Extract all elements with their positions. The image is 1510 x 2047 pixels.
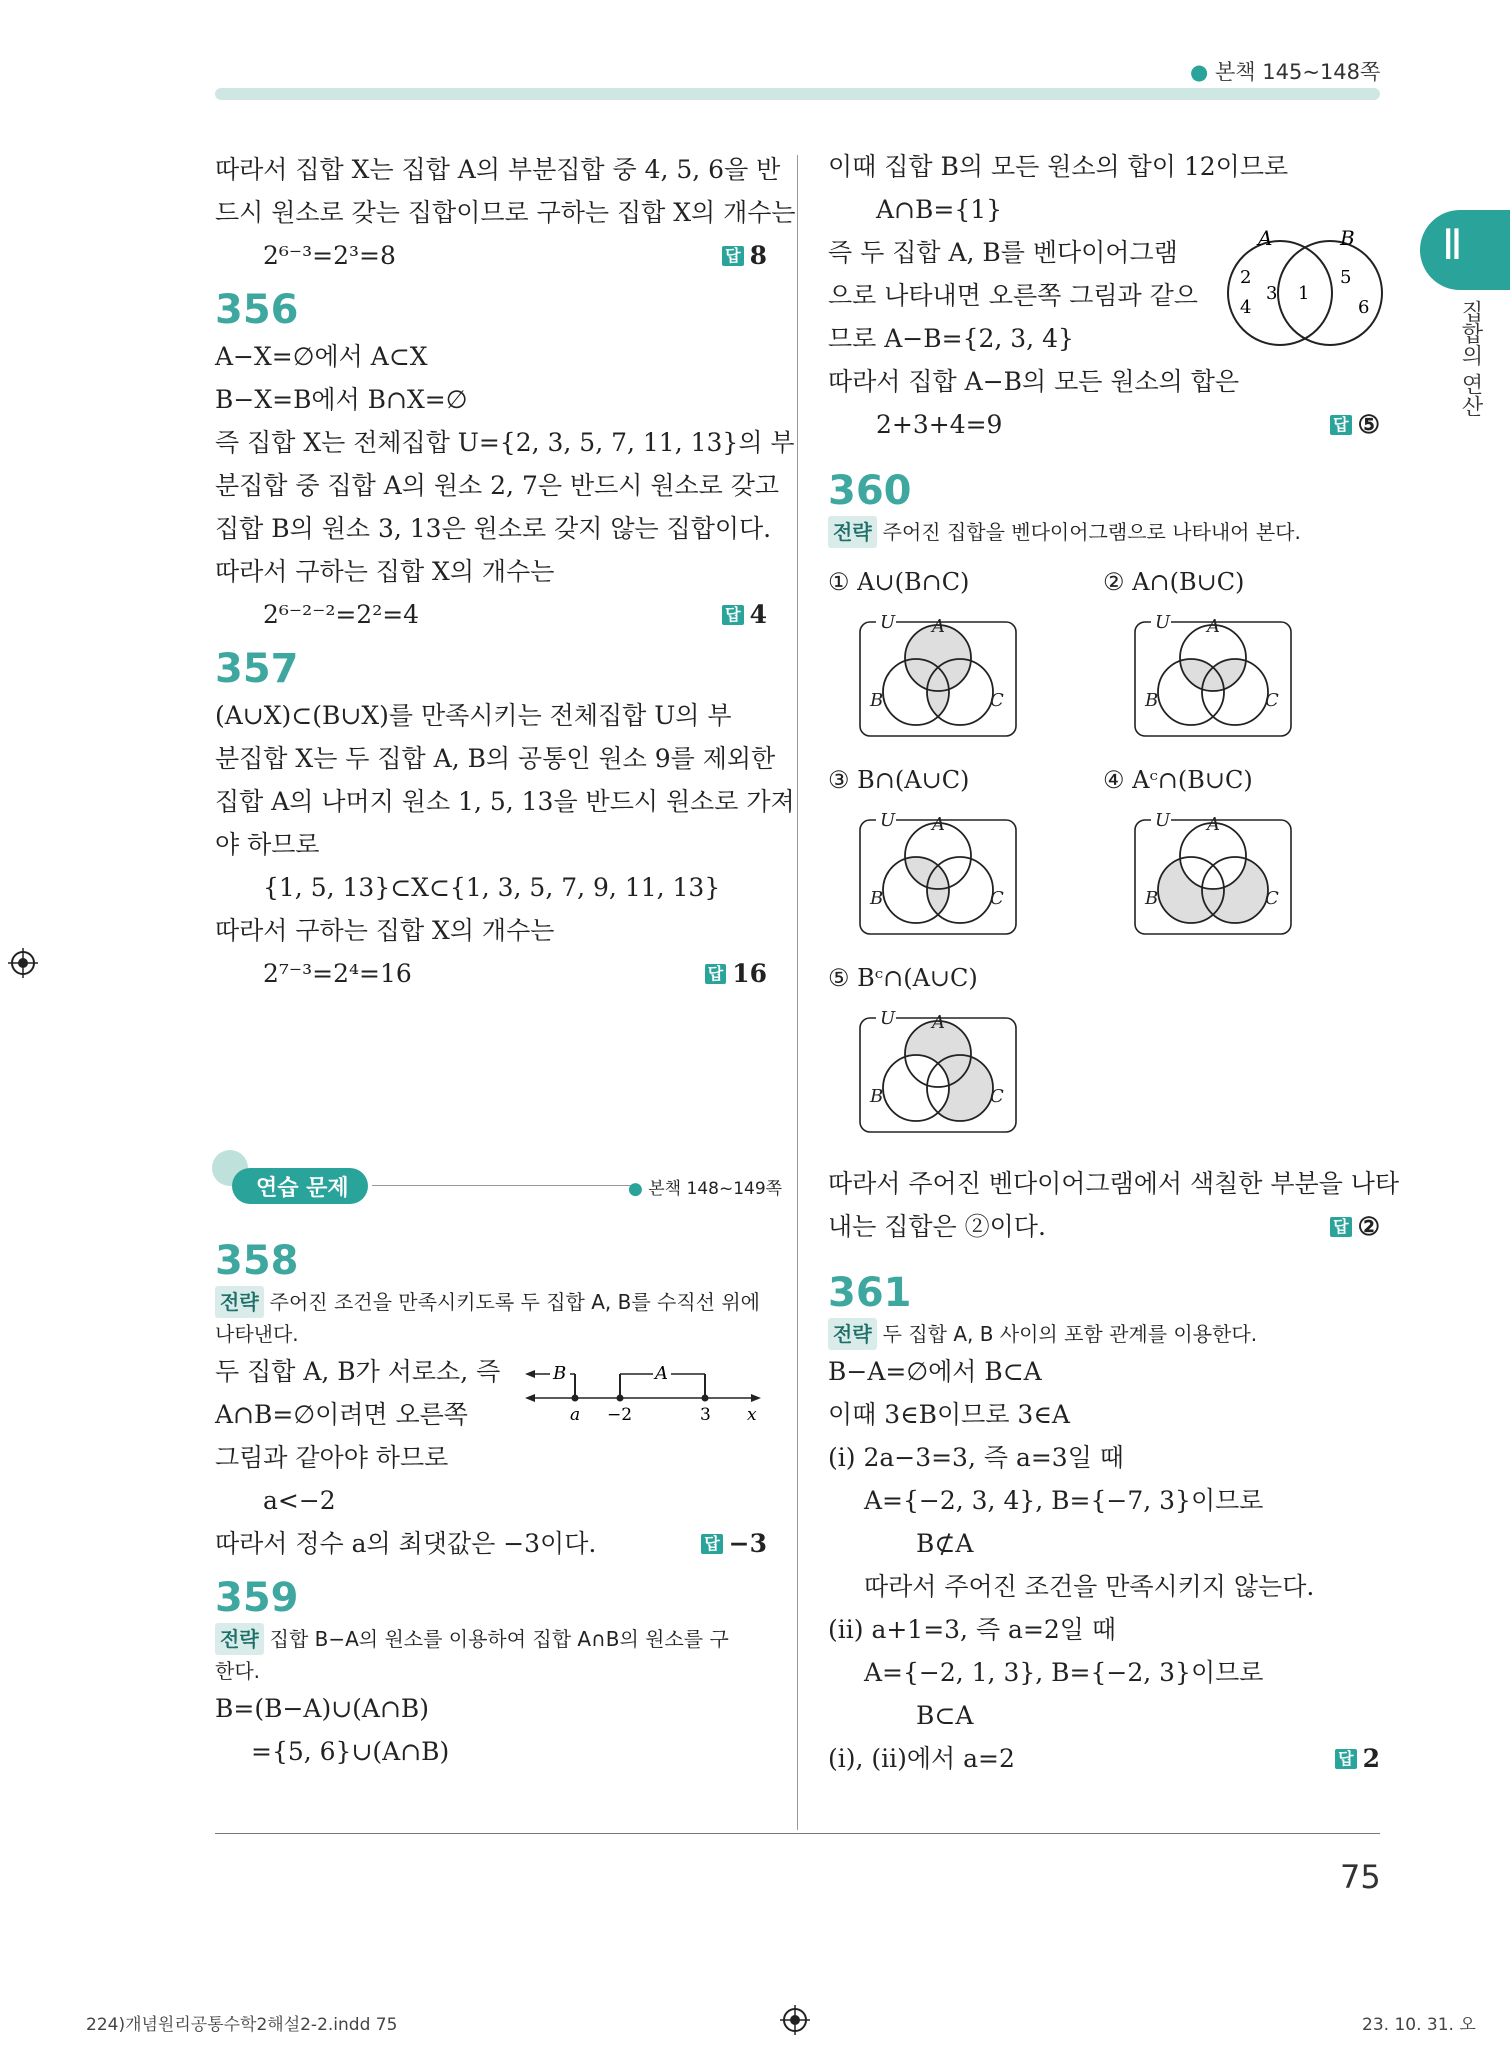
strategy-tag: 전략 xyxy=(215,1623,264,1655)
strategy-note: 전략 주어진 조건을 만족시키도록 두 집합 A, B를 수직선 위에 xyxy=(215,1286,767,1318)
right-column-lower xyxy=(828,1162,1400,1780)
venn-label-b: B xyxy=(1340,226,1355,250)
venn-option-2 xyxy=(1133,610,1293,740)
svg-text:5: 5 xyxy=(1340,267,1352,288)
label-b: B xyxy=(870,1086,884,1107)
text-line: 집합 B의 원소 3, 13은 원소로 갖지 않는 집합이다. xyxy=(215,514,772,543)
text-line: (A∪X)⊂(B∪X)를 만족시키는 전체집합 U의 부 xyxy=(215,701,732,730)
number-line-figure xyxy=(525,1350,765,1430)
ineq-line: a<−2 xyxy=(263,1486,336,1515)
subset-line: {1, 5, 13}⊂X⊂{1, 3, 5, 7, 9, 11, 13} xyxy=(263,873,721,902)
label-b: B xyxy=(870,690,884,711)
text-line: 으로 나타내면 오른쪽 그림과 같으 xyxy=(828,281,1198,310)
text-line: ={5, 6}∪(A∩B) xyxy=(251,1737,450,1766)
text-line: A={−2, 1, 3}, B={−2, 3}이므로 xyxy=(864,1658,1264,1687)
answer-badge: 답 xyxy=(1335,1749,1356,1769)
strategy-tag: 전략 xyxy=(828,1318,877,1350)
venn-option-5 xyxy=(858,1006,1018,1136)
text-line: A−X=∅에서 A⊂X xyxy=(215,342,428,371)
footer-date: 23. 10. 31. 오 xyxy=(1362,2015,1476,2035)
strategy-note-cont: 나타낸다. xyxy=(215,1322,299,1346)
answer: 답 2 xyxy=(1335,1737,1380,1780)
left-column-lower xyxy=(215,1228,767,1773)
label-b: B xyxy=(1145,690,1159,711)
label-u: U xyxy=(880,810,896,831)
text-line: 드시 원소로 갖는 집합이므로 구하는 집합 X의 개수는 xyxy=(215,198,796,227)
label-c: C xyxy=(990,690,1004,711)
page-number: 75 xyxy=(1340,1858,1381,1896)
text-line: 따라서 주어진 조건을 만족시키지 않는다. xyxy=(864,1572,1315,1601)
conclusion-line: 내는 집합은 ②이다. 답 ② xyxy=(828,1205,1380,1248)
answer: 답 −3 xyxy=(701,1522,767,1565)
answer: 답 4 xyxy=(722,593,767,636)
label-b: B xyxy=(1145,888,1159,909)
venn-text-block xyxy=(828,226,1380,360)
text-line: 이때 집합 B의 모든 원소의 합이 12이므로 xyxy=(828,152,1289,181)
text-line: 야 하므로 xyxy=(215,830,320,859)
svg-text:4: 4 xyxy=(1240,297,1252,318)
text-line: 따라서 구하는 집합 X의 개수는 xyxy=(215,916,555,945)
text-line: (ii) a+1=3, 즉 a=2일 때 xyxy=(828,1615,1117,1644)
strategy-note: 전략 주어진 집합을 벤다이어그램으로 나타내어 본다. xyxy=(828,516,1380,548)
numberline-label-b: B xyxy=(553,1363,567,1384)
label-a: A xyxy=(1207,814,1220,835)
problem-number: 356 xyxy=(215,287,299,333)
conclusion-line: 따라서 정수 a의 최댓값은 −3이다. 답 −3 xyxy=(215,1522,767,1565)
top-bar xyxy=(215,88,1380,100)
label-b: B xyxy=(870,888,884,909)
practice-divider xyxy=(372,1185,637,1186)
calc-line: 2+3+4=9 답 ⑤ xyxy=(828,403,1380,446)
venn-option-3 xyxy=(858,808,1018,938)
text-line: 즉 집합 X는 전체집합 U={2, 3, 5, 7, 11, 13}의 부 xyxy=(215,428,795,457)
label-c: C xyxy=(1265,888,1279,909)
problem-number: 358 xyxy=(215,1238,299,1284)
axis-label: x xyxy=(747,1405,757,1425)
text-line: 분집합 X는 두 집합 A, B의 공통인 원소 9를 제외한 xyxy=(215,744,776,773)
venn-option-1 xyxy=(858,610,1018,740)
option-label: ③ B∩(A∪C) xyxy=(828,766,970,794)
bullet-icon: ● xyxy=(1190,60,1209,84)
text-line: 즉 두 집합 A, B를 벤다이어그램 xyxy=(828,238,1178,267)
answer: 답 ⑤ xyxy=(1330,403,1380,446)
calc-line: 2⁶⁻²⁻²=2²=4 답 4 xyxy=(215,593,767,636)
tick-a: a xyxy=(570,1405,581,1425)
problem-number: 357 xyxy=(215,646,299,692)
text-line: A∩B={1} xyxy=(876,195,1003,224)
practice-section-label: 연습 문제 xyxy=(232,1168,368,1204)
option-label: ⑤ Bᶜ∩(A∪C) xyxy=(828,964,978,992)
label-c: C xyxy=(990,888,1004,909)
text-line: A={−2, 3, 4}, B={−7, 3}이므로 xyxy=(864,1486,1264,1515)
label-u: U xyxy=(880,1008,896,1029)
answer: 답 16 xyxy=(705,952,767,995)
svg-text:1: 1 xyxy=(1298,283,1310,304)
answer-badge: 답 xyxy=(722,605,743,625)
text-line: 분집합 중 집합 A의 원소 2, 7은 반드시 원소로 갖고 xyxy=(215,471,780,500)
text-line: 그림과 같아야 하므로 xyxy=(215,1443,449,1472)
label-c: C xyxy=(990,1086,1004,1107)
answer-badge: 답 xyxy=(1330,415,1351,435)
text-line: 이때 3∈B이므로 3∈A xyxy=(828,1400,1070,1429)
venn-option-4 xyxy=(1133,808,1293,938)
right-column xyxy=(828,145,1380,548)
text-line: B−A=∅에서 B⊂A xyxy=(828,1357,1042,1386)
label-c: C xyxy=(1265,690,1279,711)
text-line: B−X=B에서 B∩X=∅ xyxy=(215,385,468,414)
numberline-block xyxy=(215,1350,767,1479)
bottom-rule xyxy=(215,1833,1380,1834)
venn-label-a: A xyxy=(1258,226,1273,250)
svg-text:3: 3 xyxy=(1266,283,1278,304)
text-line: 따라서 주어진 벤다이어그램에서 색칠한 부분을 나타 xyxy=(828,1169,1400,1198)
text-line: (i) 2a−3=3, 즉 a=3일 때 xyxy=(828,1443,1124,1472)
answer-badge: 답 xyxy=(701,1534,722,1554)
practice-reference: ● 본책 148~149쪽 xyxy=(628,1179,783,1199)
calc-line: 2⁷⁻³=2⁴=16 답 16 xyxy=(215,952,767,995)
problem-number: 360 xyxy=(828,468,912,514)
answer-badge: 답 xyxy=(1330,1217,1351,1237)
label-a: A xyxy=(1207,616,1220,637)
strategy-note: 전략 두 집합 A, B 사이의 포함 관계를 이용한다. xyxy=(828,1318,1380,1350)
venn-diagram-ab xyxy=(1218,226,1388,361)
tick-3: 3 xyxy=(700,1405,711,1425)
label-a: A xyxy=(932,1012,945,1033)
svg-text:2: 2 xyxy=(1240,267,1252,288)
venn-options xyxy=(828,568,1380,1168)
text-line: 따라서 집합 X는 집합 A의 부분집합 중 4, 5, 6을 반 xyxy=(215,155,781,184)
chapter-tab: Ⅱ xyxy=(1420,210,1510,290)
option-label: ④ Aᶜ∩(B∪C) xyxy=(1103,766,1253,794)
strategy-note-cont: 한다. xyxy=(215,1659,260,1683)
text-line: 따라서 구하는 집합 X의 개수는 xyxy=(215,557,555,586)
registration-mark-icon xyxy=(8,948,38,978)
chapter-title: 집합의 연산 xyxy=(1458,300,1483,417)
answer-badge: 답 xyxy=(705,964,726,984)
problem-number: 359 xyxy=(215,1575,299,1621)
text-line: 두 집합 A, B가 서로소, 즉 xyxy=(215,1357,501,1386)
option-label: ① A∪(B∩C) xyxy=(828,568,970,596)
strategy-tag: 전략 xyxy=(828,516,877,548)
answer: 답 ② xyxy=(1330,1205,1380,1248)
label-a: A xyxy=(932,814,945,835)
conclusion-line: (i), (ii)에서 a=2 답 2 xyxy=(828,1737,1380,1780)
footer-file: 224)개념원리공통수학2해설2-2.indd 75 xyxy=(86,2015,398,2035)
label-u: U xyxy=(1155,810,1171,831)
registration-mark-icon xyxy=(780,2005,810,2035)
text-line: 따라서 집합 A−B의 모든 원소의 합은 xyxy=(828,367,1240,396)
label-u: U xyxy=(1155,612,1171,633)
tick-minus2: −2 xyxy=(607,1405,633,1425)
left-column xyxy=(215,148,796,995)
option-label: ② A∩(B∪C) xyxy=(1103,568,1245,596)
column-divider xyxy=(797,155,798,1830)
svg-text:6: 6 xyxy=(1358,297,1370,318)
text-line: B=(B−A)∪(A∩B) xyxy=(215,1694,430,1723)
strategy-tag: 전략 xyxy=(215,1286,264,1318)
text-line: B⊄A xyxy=(916,1529,974,1558)
text-line: 므로 A−B={2, 3, 4} xyxy=(828,324,1074,353)
page-reference: ● 본책 145~148쪽 xyxy=(1190,60,1381,84)
problem-number: 361 xyxy=(828,1270,912,1316)
label-a: A xyxy=(932,616,945,637)
text-line: A∩B=∅이려면 오른쪽 xyxy=(215,1400,468,1429)
label-u: U xyxy=(880,612,896,633)
bullet-icon: ● xyxy=(628,1179,643,1199)
answer: 답 8 xyxy=(722,234,767,277)
text-line: 집합 A의 나머지 원소 1, 5, 13을 반드시 원소로 가져 xyxy=(215,787,795,816)
numberline-label-a: A xyxy=(655,1363,668,1384)
strategy-note: 전략 집합 B−A의 원소를 이용하여 집합 A∩B의 원소를 구 xyxy=(215,1623,767,1655)
text-line: B⊂A xyxy=(916,1701,974,1730)
calc-line: 2⁶⁻³=2³=8 답 8 xyxy=(215,234,767,277)
answer-badge: 답 xyxy=(722,246,743,266)
